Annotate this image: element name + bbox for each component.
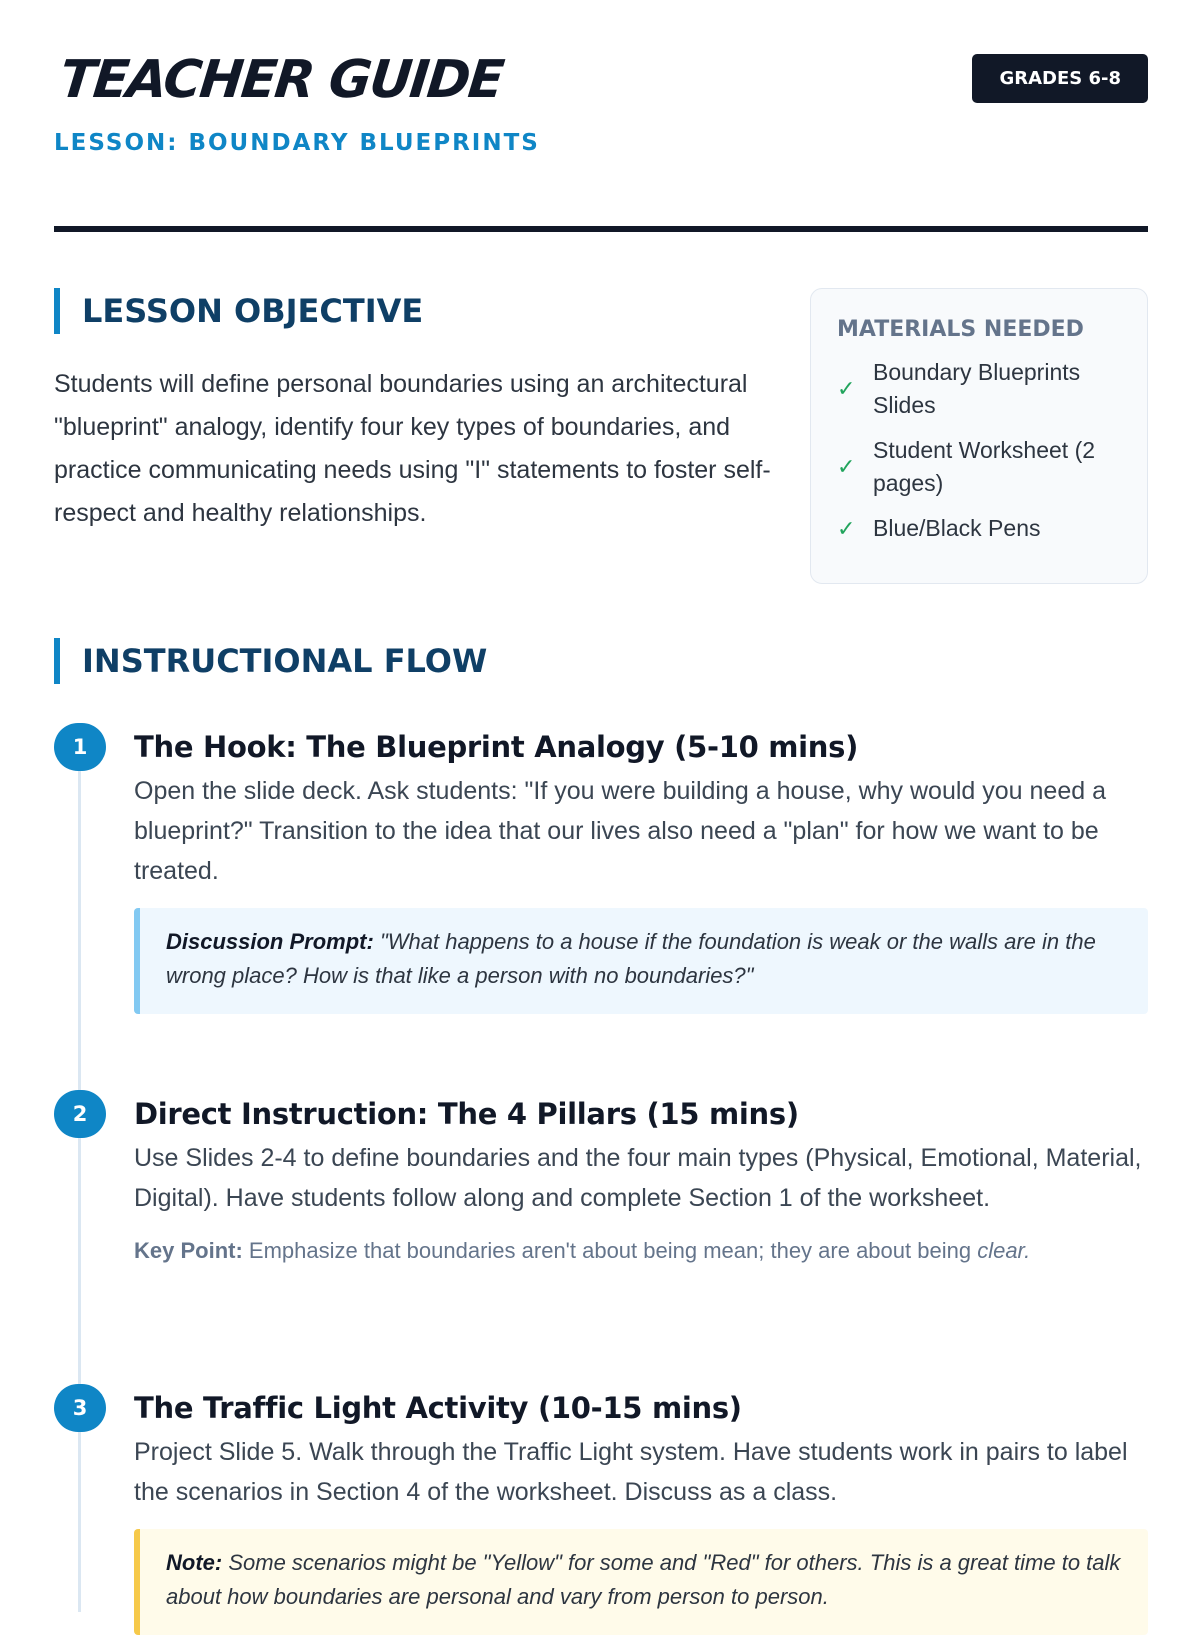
check-icon: ✓ xyxy=(837,376,856,401)
header-divider xyxy=(54,226,1148,232)
discussion-prompt-callout xyxy=(134,908,1148,1014)
objective-heading: LESSON OBJECTIVE xyxy=(54,288,423,334)
timeline-line xyxy=(78,1432,81,1612)
lesson-subtitle: LESSON: BOUNDARY BLUEPRINTS xyxy=(54,130,540,156)
materials-item xyxy=(837,512,1121,545)
key-point xyxy=(134,1238,1148,1264)
step-number: 2 xyxy=(54,1090,106,1138)
callout-label: Discussion Prompt: xyxy=(166,929,374,954)
step-title: The Traffic Light Activity (10-15 mins) xyxy=(134,1391,742,1425)
note-callout xyxy=(134,1529,1148,1635)
step-body xyxy=(134,1090,1148,1264)
page-title: TEACHER GUIDE xyxy=(56,50,506,110)
callout-label: Note: xyxy=(166,1550,223,1575)
flow-heading: INSTRUCTIONAL FLOW xyxy=(54,638,487,684)
materials-item-label: Boundary Blueprints Slides xyxy=(873,359,1081,418)
materials-item-label: Student Worksheet (2 pages) xyxy=(873,437,1096,496)
header xyxy=(54,0,1148,232)
key-point-text: Emphasize that boundaries aren't about being mean; they are about being xyxy=(248,1238,972,1263)
step-body xyxy=(134,723,1148,1014)
materials-item-label: Blue/Black Pens xyxy=(873,515,1041,541)
step-title: Direct Instruction: The 4 Pillars (15 mins) xyxy=(134,1097,799,1131)
timeline-line xyxy=(78,1138,81,1384)
step-title: The Hook: The Blueprint Analogy (5-10 mins) xyxy=(134,730,859,764)
step-description: Use Slides 2-4 to define boundaries and the four main types (Physical, Emotional, Material, Digital). Have students follow along and complete Section 1 of the worksheet. xyxy=(134,1144,1142,1212)
step-body xyxy=(134,1384,1148,1635)
step-number: 3 xyxy=(54,1384,106,1432)
timeline-line xyxy=(78,771,81,1097)
step-number: 1 xyxy=(54,723,106,771)
callout-text: Some scenarios might be "Yellow" for some and "Red" for others. This is a great time to talk about how boundaries are personal and vary from person to person. xyxy=(166,1550,1121,1609)
check-icon: ✓ xyxy=(837,454,856,479)
step-description: Project Slide 5. Walk through the Traffic Light system. Have students work in pairs to label the scenarios in Section 4 of the worksheet. Discuss as a class. xyxy=(134,1438,1128,1506)
key-point-label: Key Point: xyxy=(134,1238,243,1263)
check-icon: ✓ xyxy=(837,515,856,541)
materials-item xyxy=(837,356,1121,422)
materials-title: MATERIALS NEEDED xyxy=(837,317,1084,342)
key-point-emphasis: clear. xyxy=(977,1238,1031,1263)
materials-box xyxy=(810,288,1148,584)
materials-item xyxy=(837,434,1121,500)
callout-text: "What happens to a house if the foundation is weak or the walls are in the wrong place? How is that like a person with no boundaries?" xyxy=(166,929,1096,988)
teacher-guide-page xyxy=(54,0,1148,1609)
step-description: Open the slide deck. Ask students: "If you were building a house, why would you need a blueprint?" Transition to the idea that our lives also need a "plan" for how we want to be treated. xyxy=(134,777,1106,885)
grade-badge: GRADES 6-8 xyxy=(972,54,1148,103)
objective-text: Students will define personal boundaries using an architectural "blueprint" analogy, identify four key types of boundaries, and practice communicating needs using "I" statements to foster self-respect and healthy relationships. xyxy=(54,370,771,527)
